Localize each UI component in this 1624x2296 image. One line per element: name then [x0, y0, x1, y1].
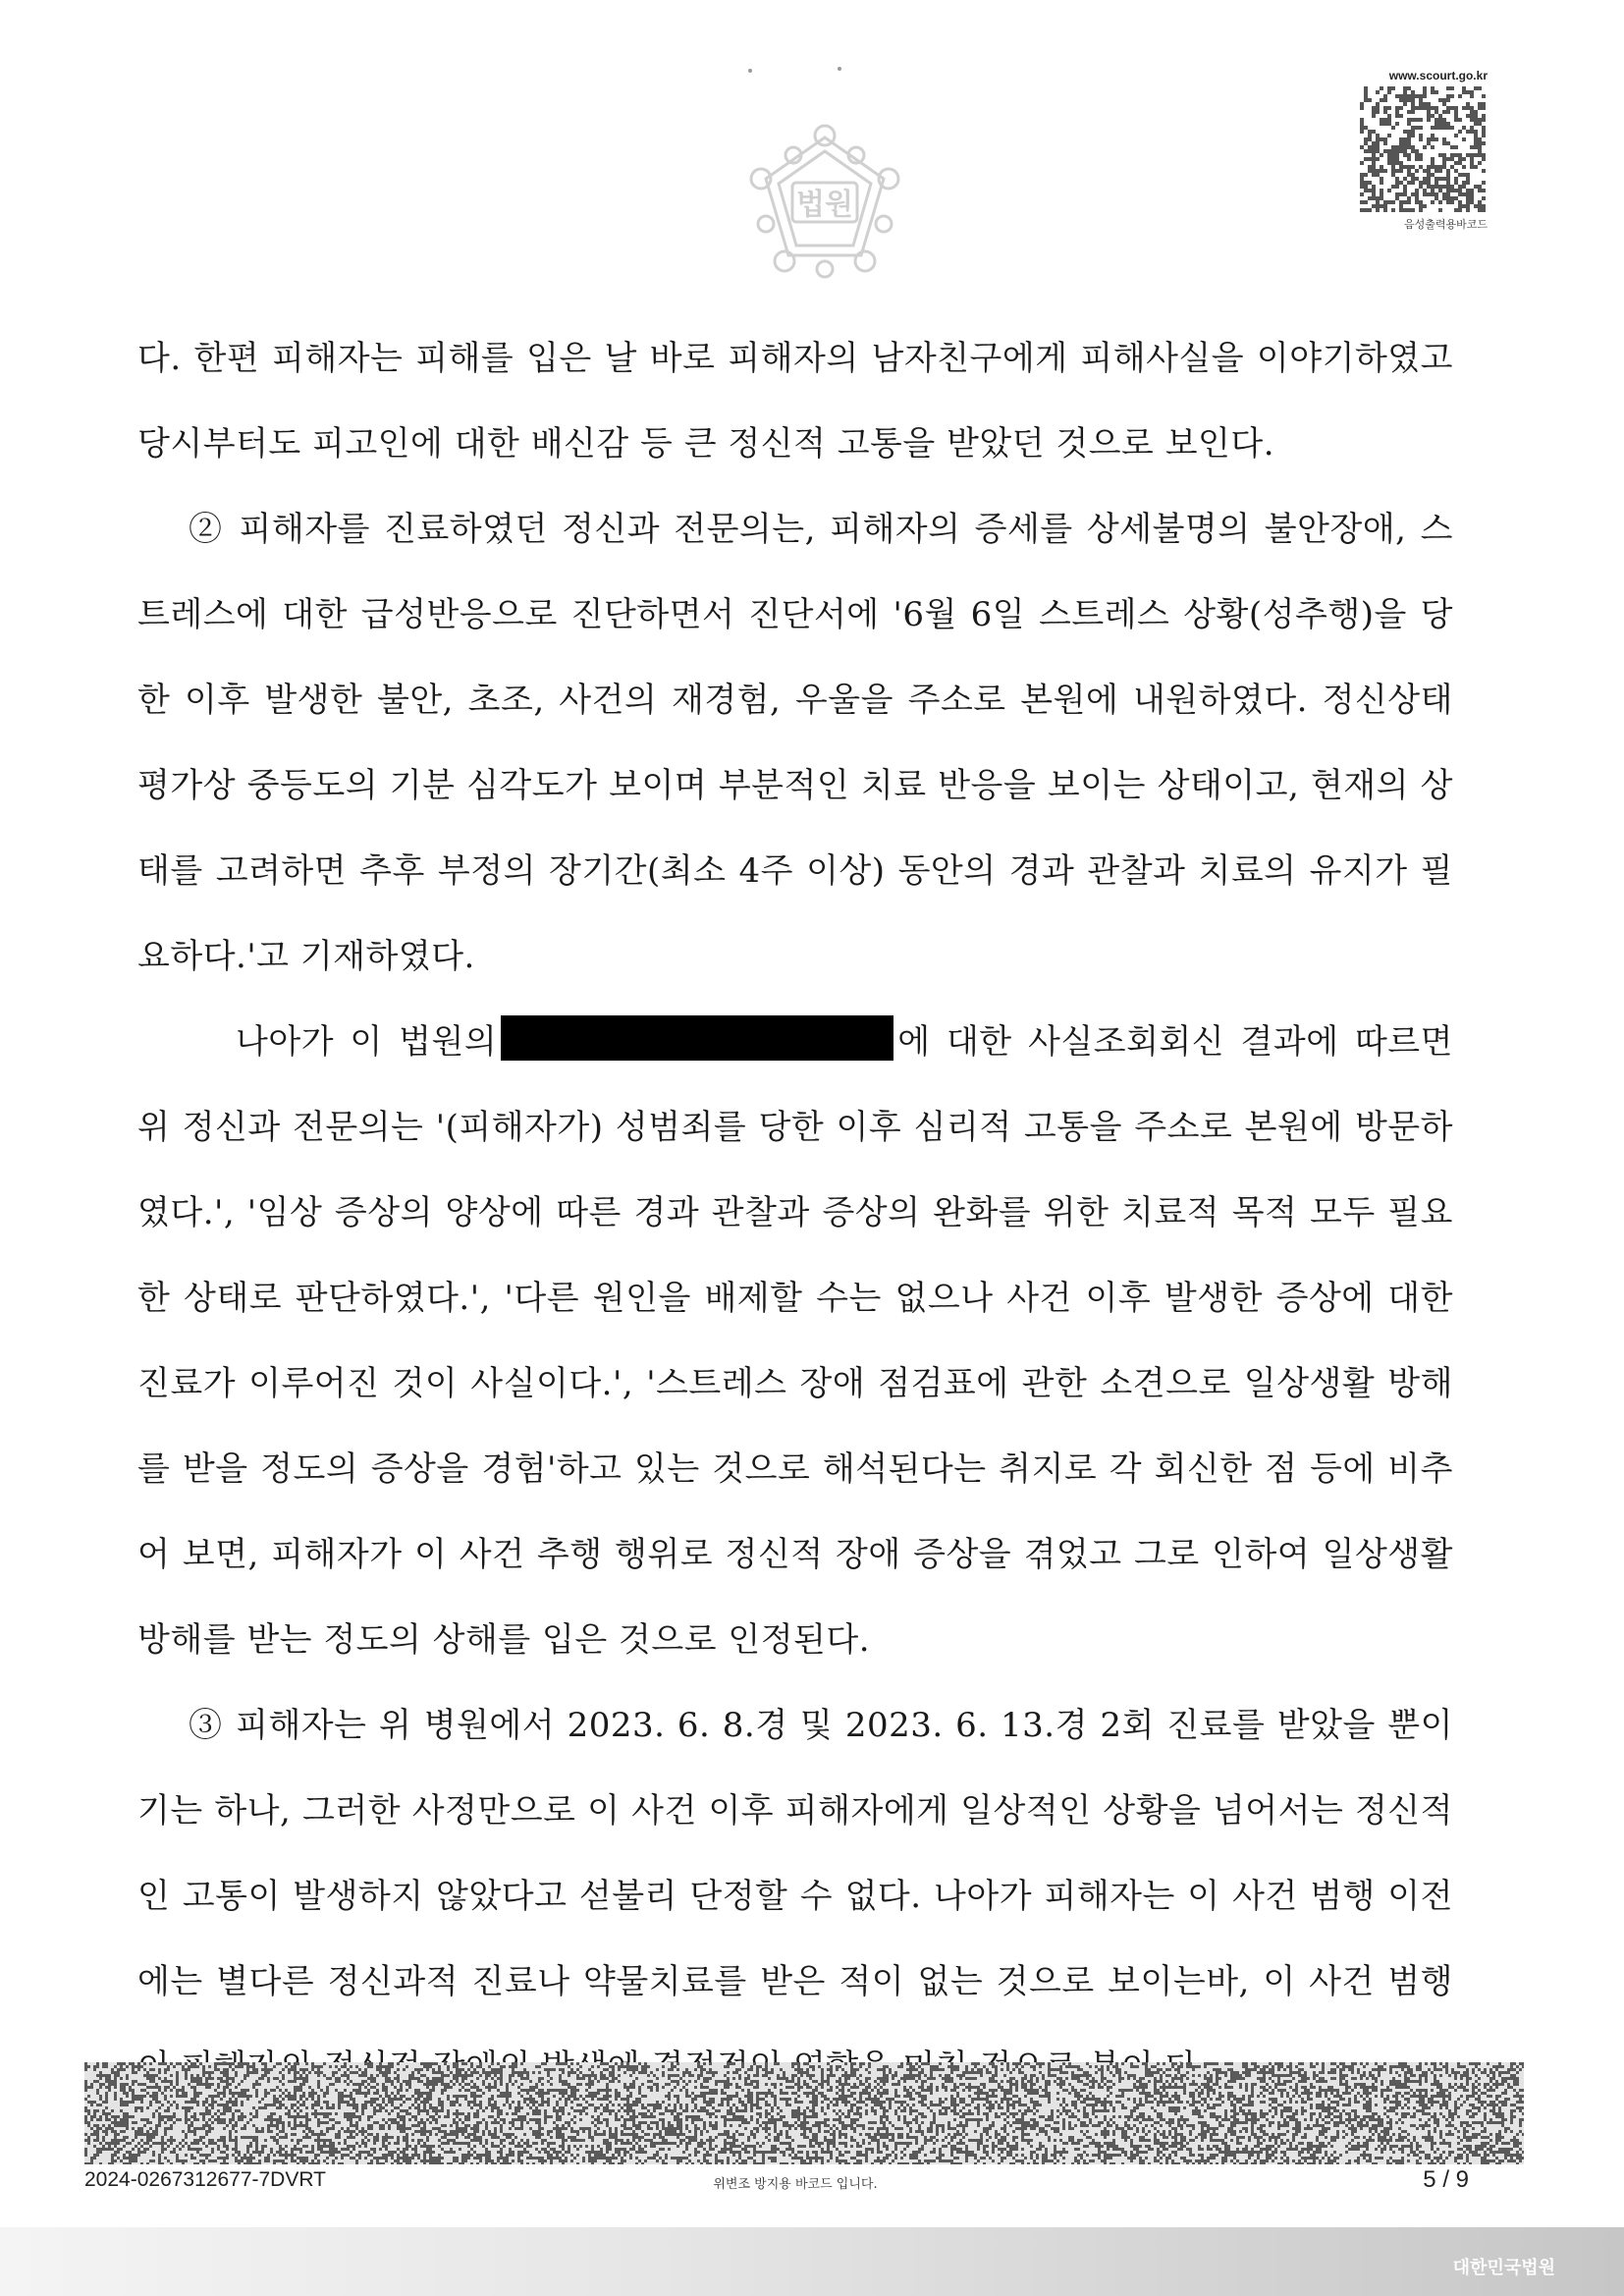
footer-band: [0, 2227, 1624, 2296]
paragraph-1: 다. 한편 피해자는 피해를 입은 날 바로 피해자의 남자친구에게 피해사실을 이야기하였고 당시부터도 피고인에 대한 배신감 등 큰 정신적 고통을 받았던 것으로 보인다.: [137, 339, 1453, 464]
scan-speck: [838, 67, 841, 71]
anti-forgery-barcode: [84, 2062, 1524, 2164]
paragraph-3: [137, 1000, 1453, 1683]
court-emblem: [741, 118, 908, 285]
document-number: 2024-0267312677-7DVRT: [84, 2168, 326, 2191]
paragraph-3-rest: 에 대한 사실조회회신 결과에 따르면 위 정신과 전문의는 '(피해자가) 성범죄를 당한 이후 심리적 고통을 주소로 본원에 방문하였다.', '임상 증상의 양상에 따른 경과 관찰과 증상의 완화를 위한 치료적 목적 모두 필요한 상태로 판단하였다.', '다른 원인을 배제할 수는 없으나 사건 이후 발생한 증상에 대한 진료가 이루어진 것이 사실이다.', '스트레스 장애 점검표에 관한 소견으로 일상생활 방해를 받을 정도의 증상을 경험'하고 있는 것으로 해석된다는 취지로 각 회신한 점 등에 비추어 보면, 피해자가 이 사건 추행 행위로 정신적 장애 증상을 겪었고 그로 인하여 일상생활 방해를 받는 정도의 상해를 입은 것으로 인정된다.: [137, 1022, 1453, 1660]
qr-caption: 음성출력용바코드: [1403, 218, 1488, 231]
emblem-label: 법원: [796, 188, 853, 222]
redaction-box: [501, 1015, 893, 1061]
barcode-icon: [84, 2062, 1524, 2164]
voice-output-barcode: [1360, 69, 1488, 232]
document-body: [137, 316, 1453, 2110]
paragraph-2: ② 피해자를 진료하였던 정신과 전문의는, 피해자의 증세를 상세불명의 불안장애, 스트레스에 대한 급성반응으로 진단하면서 진단서에 '6월 6일 스트레스 상황(성추행)을 당한 이후 발생한 불안, 초조, 사건의 재경험, 우울을 주소로 본원에 내원하였다. 정신상태 평가상 중등도의 기분 심각도가 보이며 부분적인 치료 반응을 보이는 상태이고, 현재의 상태를 고려하면 추후 부정의 장기간(최소 4주 이상) 동안의 경과 관찰과 치료의 유지가 필요하다.'고 기재하였다.: [137, 510, 1453, 976]
page-number: 5 / 9: [1423, 2166, 1469, 2193]
paragraph-3-lead: 나아가 이 법원의: [236, 1022, 498, 1062]
site-url: www.scourt.go.kr: [1388, 69, 1488, 82]
forgery-note: 위변조 방지용 바코드 입니다.: [713, 2177, 878, 2192]
scan-speck: [748, 69, 752, 73]
court-name: 대한민국법원: [1452, 2258, 1555, 2278]
qr-code-icon: [1360, 86, 1486, 212]
paragraph-4: ③ 피해자는 위 병원에서 2023. 6. 8.경 및 2023. 6. 13.경 2회 진료를 받았을 뿐이기는 하나, 그러한 사정만으로 이 사건 이후 피해자에게 일상적인 상황을 넘어서는 정신적인 고통이 발생하지 않았다고 섣불리 단정할 수 없다. 나아가 피해자는 이 사건 범행 이전에는 별다른 정신과적 진료나 약물치료를 받은 적이 없는 것으로 보이는바, 이 사건 범행: [137, 1706, 1454, 2001]
